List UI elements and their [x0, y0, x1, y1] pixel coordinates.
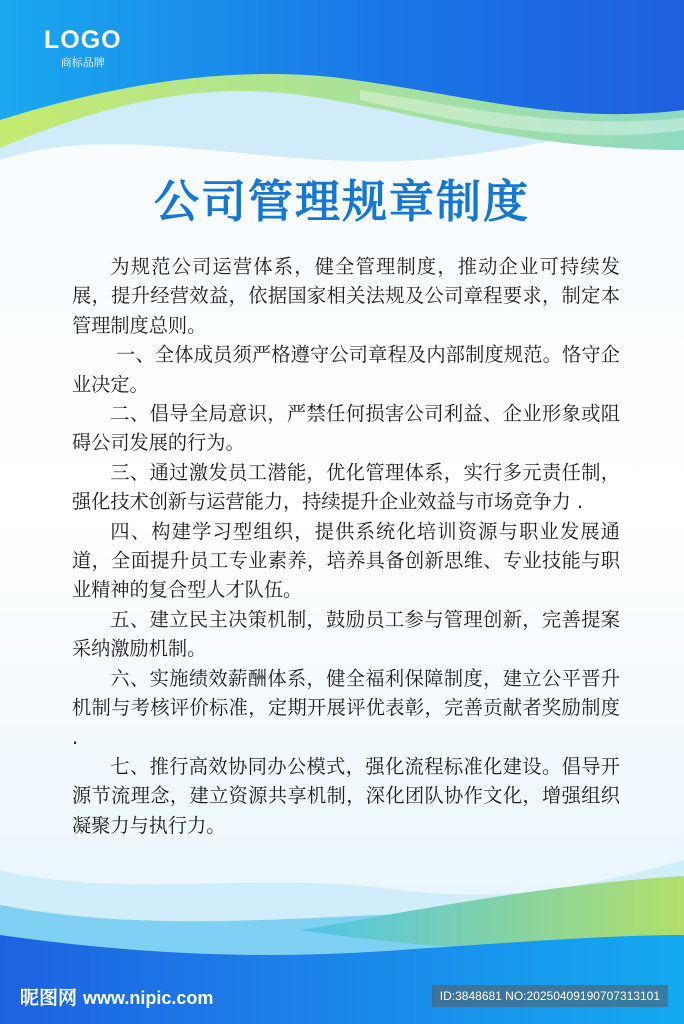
logo-text: LOGO [44, 26, 122, 54]
watermark-url: www.nipic.com [83, 988, 214, 1008]
rule-paragraph: 六、实施绩效薪酬体系，健全福利保障制度，建立公平晋升机制与考核评价标准，定期开展评优表彰，完善贡献者奖励制度 . [72, 666, 620, 749]
rule-paragraph: 四、构建学习型组织，提供系统化培训资源与职业发展通道，全面提升员工专业素养，培养具备创新思维、专业技能与职业精神的复合型人才队伍。 [72, 519, 620, 602]
regulation-text [72, 252, 620, 840]
rule-paragraph: 一、全体成员须严格遵守公司章程及内部制度规范。恪守企业决定。 [72, 343, 620, 396]
watermark-id: ID:3848681 NO:20250409190707313101 [432, 985, 668, 1007]
rule-paragraph: 七、推行高效协同办公模式，强化流程标准化建设。倡导开源节流理念，建立资源共享机制，深化团队协作文化，增强组织凝聚力与执行力。 [72, 754, 620, 837]
page-title: 公司管理规章制度 [153, 175, 530, 228]
logo [44, 26, 122, 70]
intro-paragraph: 为规范公司运营体系，健全管理制度，推动企业可持续发展，提升经营效益，依据国家相关法规及公司章程要求，制定本管理制度总则。 [72, 255, 620, 337]
rule-paragraph: 二、倡导全局意识，严禁任何损害公司利益、企业形象或阻碍公司发展的行为。 [72, 402, 620, 455]
rule-paragraph: 五、建立民主决策机制，鼓励员工参与管理创新，完善提案采纳激励机制。 [72, 607, 620, 661]
rule-paragraph: 三、通过激发员工潜能，优化管理体系，实行多元责任制，强化技术创新与运营能力，持续提升企业效益与市场竞争力 . [72, 460, 620, 514]
watermark-site-name: 昵图网 [20, 987, 78, 1009]
logo-subtitle: 商标品牌 [60, 56, 105, 69]
watermark-site [20, 986, 213, 1010]
